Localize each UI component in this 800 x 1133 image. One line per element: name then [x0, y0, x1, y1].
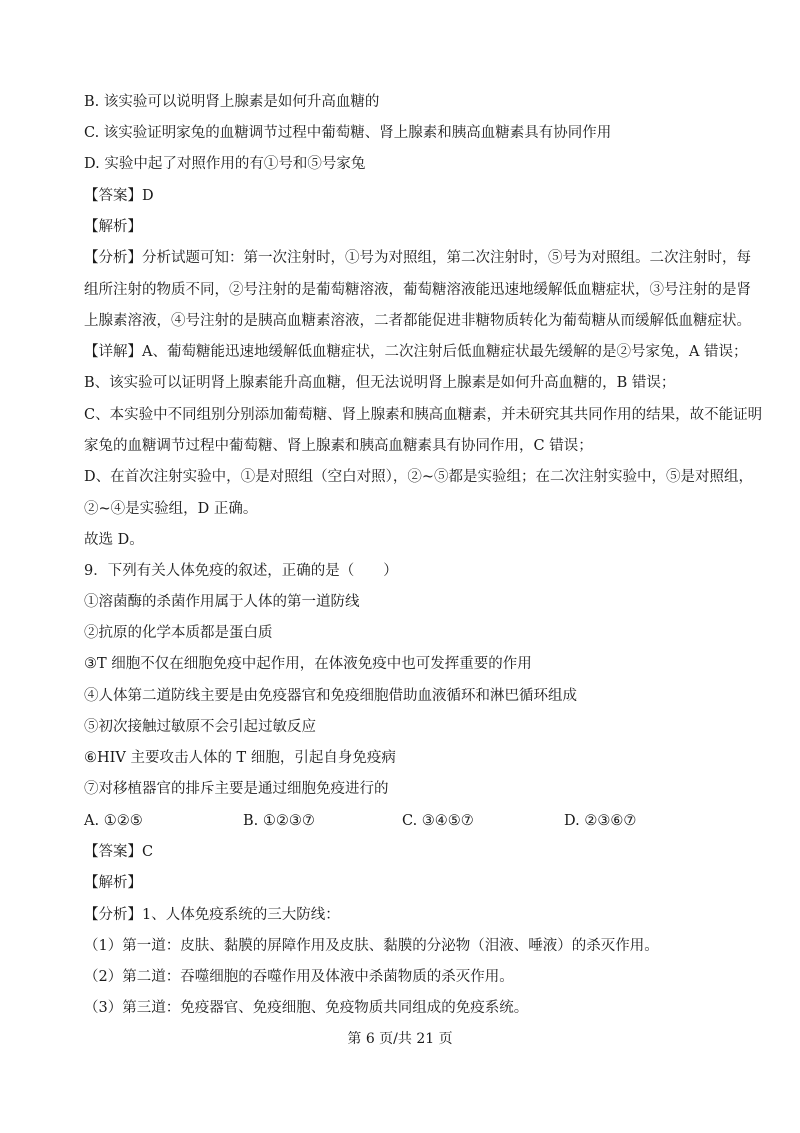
q8-detail-d: ②~④是实验组，D 正确。	[84, 501, 258, 517]
q8-option-c: C. 该实验证明家兔的血糖调节过程中葡萄糖、肾上腺素和胰高血糖素具有协同作用	[84, 125, 612, 141]
q9-item: ③T 细胞不仅在细胞免疫中起作用，在体液免疫中也可发挥重要的作用	[84, 656, 532, 672]
q8-analysis-line: 组所注射的物质不同，②号注射的是葡萄糖溶液，葡萄糖溶液能迅速地缓解低血糖症状，③号注射的是肾	[84, 282, 751, 298]
q9-item: ①溶菌酶的杀菌作用属于人体的第一道防线	[84, 594, 360, 610]
q8-analysis-heading: 【解析】	[84, 219, 142, 235]
q8-detail-c: C、本实验中不同组别分别添加葡萄糖、肾上腺素和胰高血糖素，并未研究其共同作用的结果，故不能证明	[84, 407, 763, 423]
q8-conclusion: 故选 D。	[84, 532, 144, 548]
q8-answer: 【答案】D	[84, 188, 154, 204]
q9-answer: 【答案】C	[84, 844, 154, 860]
q8-detail-b: B、该实验可以证明肾上腺素能升高血糖，但无法说明肾上腺素是如何升高血糖的，B 错误；	[84, 375, 676, 391]
q9-option-d: D. ②③⑥⑦	[564, 813, 637, 829]
q8-option-d: D. 实验中起了对照作用的有①号和⑤号家兔	[84, 156, 366, 172]
q8-analysis-line: 【分析】分析试题可知：第一次注射时，①号为对照组，第二次注射时，⑤号为对照组。二次注射时，每	[84, 250, 751, 266]
q9-option-b: B. ①②③⑦	[243, 813, 315, 829]
q9-stem: 9．下列有关人体免疫的叙述，正确的是（ ）	[84, 563, 398, 579]
q9-item: ⑦对移植器官的排斥主要是通过细胞免疫进行的	[84, 781, 389, 797]
q9-analysis-heading: 【解析】	[84, 875, 142, 891]
page-footer: 第 6 页/共 21 页	[347, 1031, 453, 1047]
q9-analysis-line: 【分析】1、人体免疫系统的三大防线：	[84, 907, 340, 923]
q9-defense-line: （1）第一道：皮肤、黏膜的屏障作用及皮肤、黏膜的分泌物（泪液、唾液）的杀灭作用。	[84, 938, 659, 954]
q8-analysis-line: 上腺素溶液，④号注射的是胰高血糖素溶液，二者都能促进非糖物质转化为葡萄糖从而缓解低血糖症状。	[84, 313, 751, 329]
q8-detail-a: 【详解】A、葡萄糖能迅速地缓解低血糖症状，二次注射后低血糖症状最先缓解的是②号家兔，A 错误；	[84, 344, 748, 360]
q9-option-a: A. ①②⑤	[84, 813, 143, 829]
q9-options	[84, 811, 720, 831]
q9-option-c: C. ③④⑤⑦	[402, 813, 474, 829]
q9-item: ②抗原的化学本质都是蛋白质	[84, 625, 273, 641]
q8-option-b: B. 该实验可以说明肾上腺素是如何升高血糖的	[84, 94, 380, 110]
q9-defense-line: （3）第三道：免疫器官、免疫细胞、免疫物质共同组成的免疫系统。	[84, 1000, 529, 1016]
q8-detail-d: D、在首次注射实验中，①是对照组（空白对照），②~⑤都是实验组；在二次注射实验中，⑤是对照组，	[84, 469, 754, 485]
q9-item: ④人体第二道防线主要是由免疫器官和免疫细胞借助血液循环和淋巴循环组成	[84, 688, 577, 704]
q9-defense-line: （2）第二道：吞噬细胞的吞噬作用及体液中杀菌物质的杀灭作用。	[84, 969, 514, 985]
q9-item: ⑥HIV 主要攻击人体的 T 细胞，引起自身免疫病	[84, 750, 396, 766]
q9-item: ⑤初次接触过敏原不会引起过敏反应	[84, 719, 316, 735]
q8-detail-c: 家兔的血糖调节过程中葡萄糖、肾上腺素和胰高血糖素具有协同作用，C 错误；	[84, 438, 593, 454]
